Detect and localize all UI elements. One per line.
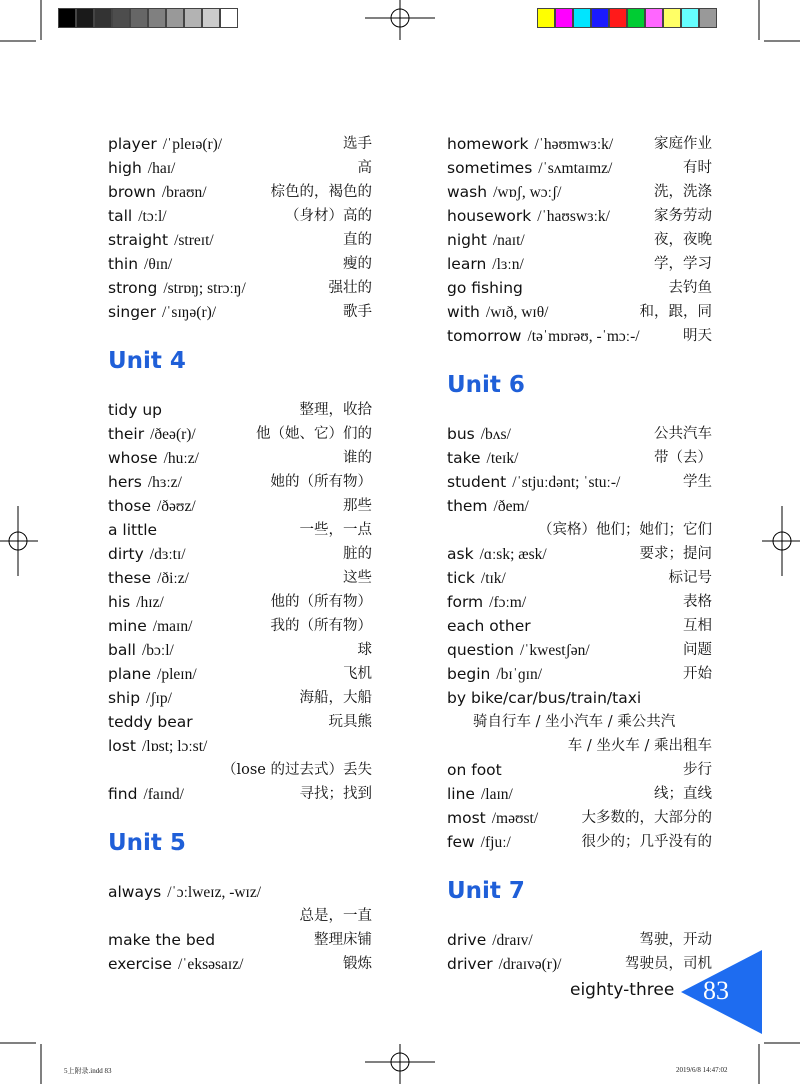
meaning: 明天 <box>683 328 712 344</box>
phonetic: /ʃɪp/ <box>146 690 172 707</box>
word: most <box>447 809 486 827</box>
meaning: 线；直线 <box>654 786 712 802</box>
word-entry <box>108 590 372 614</box>
meaning: 球 <box>357 642 372 658</box>
meaning: 整理床铺 <box>314 932 372 948</box>
phonetic: /lɒst; lɔːst/ <box>141 738 208 755</box>
word-meaning-continued: 车 / 坐火车 / 乘出租车 <box>567 738 712 754</box>
word: thin <box>108 255 139 273</box>
phonetic: /wɪð, wɪθ/ <box>485 304 549 321</box>
meaning: 直的 <box>343 232 372 248</box>
phonetic: /hɪz/ <box>136 594 164 611</box>
unit-6-word-list-c <box>447 758 712 854</box>
meaning: 开始 <box>683 666 712 682</box>
word-entry <box>447 276 712 300</box>
phonetic: /streɪt/ <box>174 232 214 249</box>
meaning: 她的（所有物） <box>270 474 372 490</box>
phonetic: /ðem/ <box>493 498 529 515</box>
word-entry <box>108 276 372 300</box>
phonetic: /bɔːl/ <box>141 642 174 659</box>
meaning: 海船，大船 <box>299 690 372 706</box>
word: singer <box>108 303 156 321</box>
meaning: 一些，一点 <box>299 522 372 538</box>
word-entry <box>108 662 372 686</box>
unit-5-heading: Unit 5 <box>108 830 186 856</box>
word-entry <box>447 566 712 590</box>
word-meaning-continued: （lose 的过去式）丢失 <box>222 762 372 778</box>
word: high <box>108 159 142 177</box>
phonetic: /bʌs/ <box>480 426 511 443</box>
word-entry <box>108 614 372 638</box>
word: tidy up <box>108 401 162 419</box>
word-entry <box>447 686 712 710</box>
phonetic: /faɪnd/ <box>143 786 184 803</box>
meaning: 选手 <box>343 136 372 152</box>
unit-5-word-list <box>108 928 372 976</box>
meaning: 这些 <box>343 570 372 586</box>
word-entry <box>447 204 712 228</box>
word: driver <box>447 955 493 973</box>
word-entry <box>447 782 712 806</box>
word: drive <box>447 931 487 949</box>
phonetic: /wɒʃ, wɔːʃ/ <box>493 184 562 201</box>
phonetic: /ðəʊz/ <box>157 498 196 515</box>
word-entry <box>108 928 372 952</box>
phonetic: /ɑːsk; æsk/ <box>479 546 547 563</box>
meaning: 高 <box>357 160 372 176</box>
phonetic: /ðiːz/ <box>157 570 189 587</box>
meaning: 洗，洗涤 <box>654 184 712 200</box>
word-entry <box>447 614 712 638</box>
word-entry <box>447 830 712 854</box>
word-entry <box>108 518 372 542</box>
word-entry <box>108 494 372 518</box>
word-entry <box>447 494 712 518</box>
phonetic: /ˈeksəsaɪz/ <box>177 956 244 973</box>
unit-7-heading: Unit 7 <box>447 878 525 904</box>
word: few <box>447 833 475 851</box>
word: a little <box>108 521 158 539</box>
word: tall <box>108 207 133 225</box>
word: form <box>447 593 484 611</box>
unit-7-word-list <box>447 928 712 976</box>
word: his <box>108 593 131 611</box>
word: ship <box>108 689 141 707</box>
word-entry <box>108 638 372 662</box>
phonetic: /huːz/ <box>163 450 199 467</box>
word: housework <box>447 207 532 225</box>
meaning: 他的（所有物） <box>270 594 372 610</box>
word: night <box>447 231 487 249</box>
meaning: 问题 <box>683 642 712 658</box>
word: each other <box>447 617 531 635</box>
phonetic: /draɪv/ <box>492 932 533 949</box>
unit-4-word-list <box>108 398 372 758</box>
word-entry <box>447 422 712 446</box>
word-entry <box>447 952 712 976</box>
word-entry <box>447 156 712 180</box>
phonetic: /braʊn/ <box>161 184 207 201</box>
phonetic: /strɒŋ; strɔːŋ/ <box>163 280 246 297</box>
word-entry <box>108 782 372 806</box>
word-entry <box>447 806 712 830</box>
meaning: 瘦的 <box>343 256 372 272</box>
meaning: 整理，收拾 <box>299 402 372 418</box>
word-entry <box>108 710 372 734</box>
word-entry <box>108 180 372 204</box>
phonetic: /draɪvə(r)/ <box>498 956 562 973</box>
meaning: 驾驶，开动 <box>639 932 712 948</box>
word-entry <box>447 324 712 348</box>
word-entry <box>447 638 712 662</box>
word: exercise <box>108 955 172 973</box>
word: them <box>447 497 488 515</box>
word-entry <box>447 590 712 614</box>
word: tomorrow <box>447 327 522 345</box>
word: sometimes <box>447 159 533 177</box>
word-entry <box>447 928 712 952</box>
meaning: 很少的；几乎没有的 <box>581 834 712 850</box>
word-entry <box>108 470 372 494</box>
word-entry <box>108 204 372 228</box>
meaning: 带（去） <box>654 450 712 466</box>
phonetic: /ˈsʌmtaɪmz/ <box>538 160 613 177</box>
phonetic: /θɪn/ <box>144 256 173 273</box>
phonetic: /təˈmɒrəʊ, -ˈmɔː-/ <box>527 328 640 345</box>
word-entry <box>447 300 712 324</box>
word: plane <box>108 665 152 683</box>
word: player <box>108 135 157 153</box>
meaning: 脏的 <box>343 546 372 562</box>
meaning: 玩具熊 <box>328 714 372 730</box>
meaning: 棕色的，褐色的 <box>270 184 372 200</box>
phonetic: /lɜːn/ <box>492 256 524 273</box>
word-entry <box>447 228 712 252</box>
meaning: 夜，夜晚 <box>654 232 712 248</box>
phonetic: /laɪn/ <box>480 786 513 803</box>
meaning: 强壮的 <box>328 280 372 296</box>
phonetic: /tɔːl/ <box>138 208 167 225</box>
meaning: 我的（所有物） <box>270 618 372 634</box>
word-entry <box>108 398 372 422</box>
word: these <box>108 569 152 587</box>
word-entry <box>447 132 712 156</box>
word-list-continued <box>108 132 372 324</box>
word: dirty <box>108 545 144 563</box>
word: bus <box>447 425 475 443</box>
word-entry <box>108 952 372 976</box>
meaning: 他（她、它）们的 <box>256 426 372 442</box>
phonetic: /hɜːz/ <box>147 474 182 491</box>
word-entry <box>108 734 372 758</box>
page-number: 83 <box>703 976 729 1005</box>
word: learn <box>447 255 487 273</box>
word: line <box>447 785 475 803</box>
meaning: 步行 <box>683 762 712 778</box>
phonetic: /teɪk/ <box>486 450 519 467</box>
meaning: 大多数的，大部分的 <box>581 810 712 826</box>
phonetic: /ˈkwestʃən/ <box>519 642 590 659</box>
meaning: 要求；提问 <box>639 546 712 562</box>
word-entry <box>447 470 712 494</box>
word-entry <box>108 132 372 156</box>
word: wash <box>447 183 488 201</box>
word-entry <box>447 758 712 782</box>
phonetic: /bɪˈɡɪn/ <box>496 666 542 683</box>
meaning: （身材）高的 <box>285 208 372 224</box>
word-entry <box>108 422 372 446</box>
word: brown <box>108 183 156 201</box>
word-meaning-continued: 骑自行车 / 坐小汽车 / 乘公共汽 <box>473 714 676 730</box>
word: teddy bear <box>108 713 193 731</box>
meaning: 锻炼 <box>343 956 372 972</box>
word-entry <box>108 566 372 590</box>
phonetic: /ðeə(r)/ <box>150 426 196 443</box>
word-list-continued <box>447 132 712 348</box>
word: begin <box>447 665 491 683</box>
word: homework <box>447 135 529 153</box>
word: those <box>108 497 151 515</box>
meaning: 互相 <box>683 618 712 634</box>
word-meaning-continued: 总是，一直 <box>299 908 372 924</box>
meaning: 去钓鱼 <box>668 280 712 296</box>
unit-6-heading: Unit 6 <box>447 372 525 398</box>
meaning: 谁的 <box>343 450 372 466</box>
phonetic: /fjuː/ <box>480 834 511 851</box>
unit-6-word-list-b <box>447 542 712 710</box>
word-entry <box>108 880 372 904</box>
left-column <box>108 132 372 976</box>
phonetic: /fɔːm/ <box>489 594 527 611</box>
word-entry <box>447 180 712 204</box>
phonetic: /ˈpleɪə(r)/ <box>162 136 223 153</box>
phonetic: /pleɪn/ <box>157 666 197 683</box>
word: student <box>447 473 507 491</box>
word-entry <box>108 252 372 276</box>
phonetic: /dɜːtɪ/ <box>149 546 186 563</box>
meaning: 公共汽车 <box>654 426 712 442</box>
word-entry <box>447 446 712 470</box>
meaning: 学，学习 <box>654 256 712 272</box>
word: question <box>447 641 514 659</box>
word-entry <box>447 252 712 276</box>
word: by bike/car/bus/train/taxi <box>447 689 642 707</box>
phonetic: /ˈɔːlweɪz, -wɪz/ <box>167 884 262 901</box>
unit-6-word-list-a <box>447 422 712 518</box>
timestamp-slug: 2019/6/8 14:47:02 <box>676 1066 728 1074</box>
meaning: 标记号 <box>668 570 712 586</box>
word: go fishing <box>447 279 523 297</box>
word: on foot <box>447 761 502 779</box>
word: ball <box>108 641 136 659</box>
word-entry <box>108 686 372 710</box>
word-entry <box>108 446 372 470</box>
meaning: 家务劳动 <box>654 208 712 224</box>
meaning: 寻找；找到 <box>299 786 372 802</box>
phonetic: /ˈhəʊmwɜːk/ <box>534 136 614 153</box>
meaning: 表格 <box>683 594 712 610</box>
page-number-words: eighty-three <box>570 980 675 1000</box>
meaning: 那些 <box>343 498 372 514</box>
file-slug: 5上附录.indd 83 <box>64 1067 112 1075</box>
word-meaning-continued: （宾格）他们；她们；它们 <box>538 522 712 538</box>
meaning: 歌手 <box>343 304 372 320</box>
meaning: 驾驶员，司机 <box>625 956 712 972</box>
phonetic: /naɪt/ <box>492 232 525 249</box>
word: tick <box>447 569 475 587</box>
word: strong <box>108 279 158 297</box>
meaning: 飞机 <box>343 666 372 682</box>
meaning: 学生 <box>683 474 712 490</box>
word: whose <box>108 449 158 467</box>
word: find <box>108 785 138 803</box>
word: always <box>108 883 162 901</box>
unit-4-heading: Unit 4 <box>108 348 186 374</box>
word: ask <box>447 545 474 563</box>
word: straight <box>108 231 169 249</box>
phonetic: /məʊst/ <box>491 810 539 827</box>
word-entry <box>447 662 712 686</box>
right-column <box>447 132 712 976</box>
word-entry <box>108 228 372 252</box>
word: their <box>108 425 145 443</box>
word: make the bed <box>108 931 216 949</box>
word: take <box>447 449 481 467</box>
word-entry <box>108 542 372 566</box>
meaning: 家庭作业 <box>654 136 712 152</box>
word-entry <box>108 156 372 180</box>
word: mine <box>108 617 147 635</box>
phonetic: /haɪ/ <box>147 160 176 177</box>
word: with <box>447 303 480 321</box>
meaning: 和，跟，同 <box>639 304 712 320</box>
phonetic: /maɪn/ <box>152 618 193 635</box>
word: lost <box>108 737 136 755</box>
meaning: 有时 <box>683 160 712 176</box>
phonetic: /ˈhaʊswɜːk/ <box>537 208 610 225</box>
word-entry <box>447 542 712 566</box>
phonetic: /ˈstjuːdənt; ˈstuː-/ <box>512 474 621 491</box>
word: hers <box>108 473 142 491</box>
word-entry <box>108 300 372 324</box>
phonetic: /tɪk/ <box>480 570 506 587</box>
phonetic: /ˈsɪŋə(r)/ <box>161 304 217 321</box>
